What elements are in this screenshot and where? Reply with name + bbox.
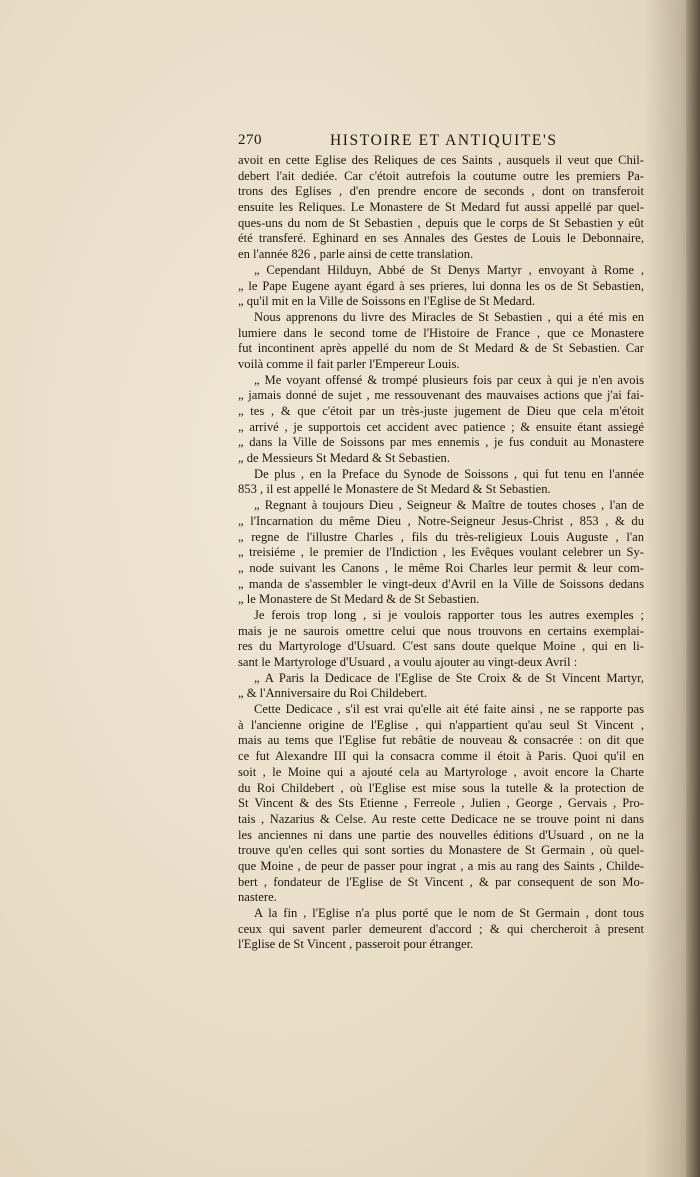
text-line: les anciennes ni dans une partie des nouvelles éditions d'Usuard , on ne la <box>238 827 644 842</box>
text-line: du Roi Childebert , où l'Eglise est mise sous la tutelle & la protection de <box>238 780 644 795</box>
text-line: „ jamais donné de sujet , me ressouvenant des mauvaises actions que j'ai fai- <box>238 388 644 403</box>
text-line: „ regne de l'illustre Charles , fils du très-religieux Louis Auguste , l'an <box>238 529 644 544</box>
text-line: De plus , en la Preface du Synode de Soissons , qui fut tenu en l'année <box>254 466 644 481</box>
text-line: bert , fondateur de l'Eglise de St Vincent , & par consequent de son Mo- <box>238 874 644 889</box>
text-line: res du Martyrologe d'Usuard. C'est sans doute quelque Moine , qui en li- <box>238 639 644 654</box>
text-line: l'Eglise de St Vincent , passeroit pour étranger. <box>238 937 474 952</box>
text-line: en l'année 826 , parle ainsi de cette translation. <box>238 247 474 262</box>
running-title: HISTOIRE ET ANTIQUITE'S <box>330 132 558 149</box>
text-line: ensuite les Reliques. Le Monastere de St Medard fut aussi appellé par quel- <box>238 200 644 215</box>
text-line: Je ferois trop long , si je voulois rapporter tous les autres exemples ; <box>254 607 644 622</box>
text-line: lumiere dans le second tome de l'Histoire de France , que ce Monastere <box>238 325 644 340</box>
body-text <box>238 153 644 953</box>
text-line: mais je ne saurois omettre celui que nous trouvons en certains exemplai- <box>238 623 644 638</box>
text-line: „ A Paris la Dedicace de l'Eglise de Ste Croix & de St Vincent Martyr, <box>254 670 644 685</box>
text-line: „ qu'il mit en la Ville de Soissons en l'Eglise de St Medard. <box>238 294 536 309</box>
text-line: fut incontinent après appellé du nom de St Medard & de St Sebastien. Car <box>238 341 644 356</box>
text-line: 853 , il est appellé le Monastere de St Medard & St Sebastien. <box>238 482 551 497</box>
text-line: „ le Monastere de St Medard & de St Sebastien. <box>238 592 480 607</box>
text-line: „ Regnant à toujours Dieu , Seigneur & Maître de toutes choses , l'an de <box>254 498 644 513</box>
text-line: „ l'Incarnation du même Dieu , Notre-Seigneur Jesus-Christ , 853 , & du <box>238 513 644 528</box>
text-line: ques-uns du nom de St Sebastien , depuis que le corps de St Sebastien y eût <box>238 215 644 230</box>
text-line: à l'ancienne origine de l'Eglise , qui n'appartient qu'au seul St Vincent , <box>238 717 644 732</box>
text-line: „ node suivant les Canons , le même Roi Charles leur permit & leur com- <box>238 560 644 575</box>
text-line: avoit en cette Eglise des Reliques de ces Saints , ausquels il veut que Chil- <box>238 153 644 167</box>
text-line: été transferé. Eghinard en ses Annales des Gestes de Louis le Debonnaire, <box>238 231 644 246</box>
text-line: „ de Messieurs St Medard & St Sebastien. <box>238 451 450 466</box>
text-line: „ Cependant Hilduyn, Abbé de St Denys Martyr , envoyant à Rome , <box>254 262 644 277</box>
text-line: sant le Martyrologe d'Usuard , a voulu ajouter au vingt-deux Avril : <box>238 655 578 669</box>
text-line: A la fin , l'Eglise n'a plus porté que le nom de St Germain , dont tous <box>254 906 644 920</box>
text-line: debert l'ait dediée. Car c'étoit autrefois la coutume outre les premiers Pa- <box>238 168 644 183</box>
text-line: „ & l'Anniversaire du Roi Childebert. <box>238 686 428 701</box>
text-line: „ manda de s'assembler le vingt-deux d'Avril en la Ville de Soissons dedans <box>238 576 644 591</box>
text-line: St Vincent & des Sts Etienne , Ferreole , Julien , George , Gervais , Pro- <box>238 796 644 811</box>
text-line: Nous apprenons du livre des Miracles de St Sebastien , qui a été mis en <box>254 309 644 324</box>
text-line: „ dans la Ville de Soissons par mes ennemis , je fus conduit au Monastere <box>238 435 644 450</box>
text-line: „ tes , & que c'étoit par un très-juste jugement de Dieu que cela m'étoit <box>238 404 644 418</box>
text-line: Cette Dedicace , s'il est vrai qu'elle ait été faite ainsi , ne se rapporte pas <box>254 702 644 717</box>
text-line: voilà comme il fait parler l'Empereur Louis. <box>238 356 460 371</box>
text-line: trons des Eglises , d'en prendre encore de seconds , dont on transferoit <box>238 184 644 199</box>
text-line: tais , Nazarius & Celse. Au reste cette Dedicace ne se trouve point ni dans <box>238 811 644 826</box>
text-line: que Moine , de peur de passer pour ingrat , a mis au rang des Saints , Childe- <box>238 858 644 873</box>
text-line: soit , le Moine qui a ajouté cela au Martyrologe , avoit encore la Charte <box>238 764 644 779</box>
page-gutter-shadow <box>686 0 700 1177</box>
text-line: ceux qui savent parler demeurent d'accord ; & qui chercheroit à present <box>238 921 644 936</box>
text-line: „ arrivé , je supportois cet accident avec patience ; & ensuite étant assiegé <box>238 419 644 434</box>
text-line: ce fut Alexandre III qui la consacra comme il étoit à Paris. Quoi qu'il en <box>238 749 644 764</box>
text-line: „ treisiéme , le premier de l'Indiction , les Evêques voulant celebrer un Sy- <box>238 545 644 560</box>
text-line: „ le Pape Eugene ayant égard à ses prieres, lui donna les os de St Sebastien, <box>238 278 644 293</box>
page-number: 270 <box>238 132 262 148</box>
page-header <box>238 132 648 154</box>
text-line: trouve qu'en celles qui sont sorties du Monastere de St Germain , où quel- <box>238 843 644 858</box>
text-line: nastere. <box>238 890 277 905</box>
text-line: „ Me voyant offensé & trompé plusieurs fois par ceux à qui je n'en avois <box>254 372 644 387</box>
text-line: mais au tems que l'Eglise fut rebâtie de nouveau & consacrée : on dit que <box>238 733 644 748</box>
